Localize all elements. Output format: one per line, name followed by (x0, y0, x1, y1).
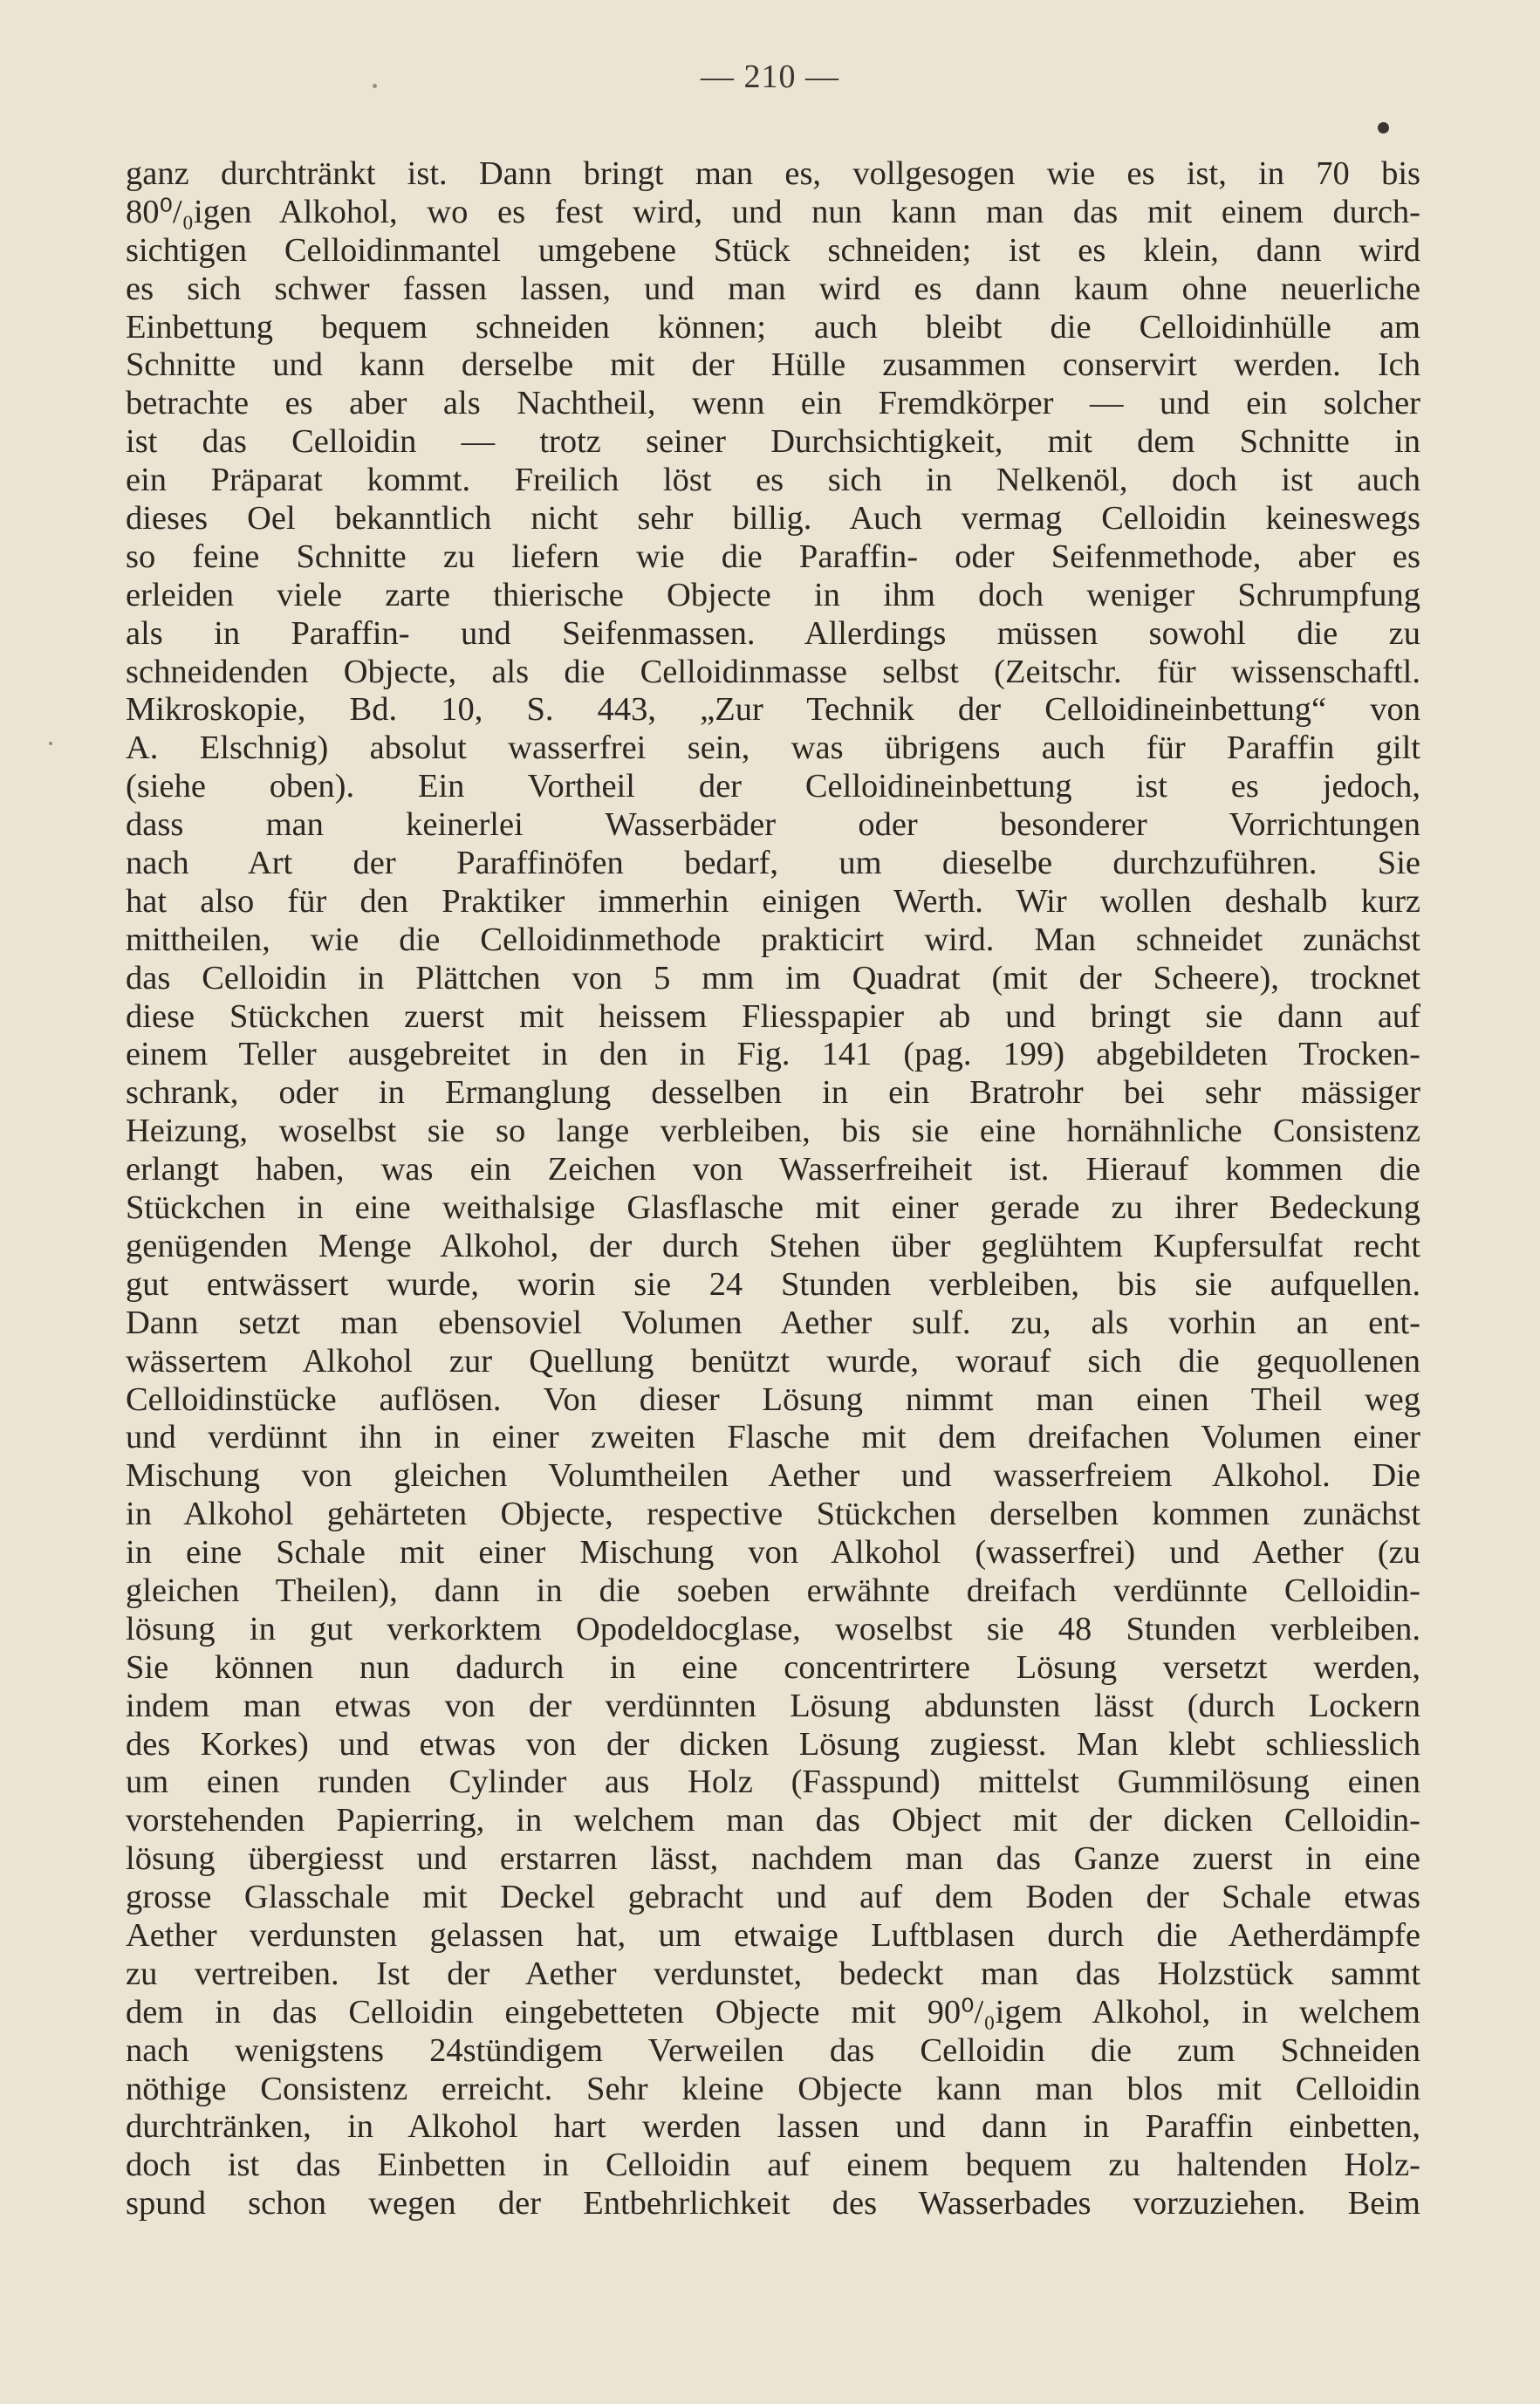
text-line: es sich schwer fassen lassen, und man wird es dann kaum ohne neuerliche (126, 270, 1420, 307)
text-line: in eine Schale mit einer Mischung von Alkohol (wasserfrei) und Aether (zu (126, 1534, 1420, 1572)
text-line: mittheilen, wie die Celloidinmethode prakticirt wird. Man schneidet zunächst (126, 921, 1420, 958)
text-line: diese Stückchen zuerst mit heissem Fliesspapier ab und bringt sie dann auf (126, 997, 1420, 1035)
text-line: nach Art der Paraffinöfen bedarf, um dieselbe durchzuführen. Sie (126, 845, 1420, 882)
text-line: spund schon wegen der Entbehrlichkeit des Wasserbades vorzuziehen. Beim (126, 2185, 1420, 2223)
page-number: — 210 — (701, 58, 839, 95)
text-line: A. Elschnig) absolut wasserfrei sein, was übrigens auch für Paraffin gilt (126, 729, 1420, 767)
text-line: sichtigen Celloidinmantel umgebene Stück schneiden; ist es klein, dann wird (126, 231, 1420, 269)
text-line: und verdünnt ihn in einer zweiten Flasche mit dem dreifachen Volumen einer (126, 1419, 1420, 1456)
text-line: Mischung von gleichen Volumtheilen Aether und wasserfreiem Alkohol. Die (126, 1457, 1420, 1495)
text-line: das Celloidin in Plättchen von 5 mm im Quadrat (mit der Scheere), trocknet (126, 959, 1420, 997)
text-line: genügenden Menge Alkohol, der durch Stehen über geglühtem Kupfersulfat recht (126, 1227, 1420, 1264)
body-text (126, 155, 1420, 2223)
text-line: durchtränken, in Alkohol hart werden lassen und dann in Paraffin einbetten, (126, 2108, 1420, 2146)
text-line: Celloidinstücke auflösen. Von dieser Lösung nimmt man einen Theil weg (126, 1380, 1420, 1418)
text-line: des Korkes) und etwas von der dicken Lösung zugiesst. Man klebt schliesslich (126, 1725, 1420, 1763)
text-line: Sie können nun dadurch in eine concentrirtere Lösung versetzt werden, (126, 1648, 1420, 1686)
text-line: Aether verdunsten gelassen hat, um etwaige Luftblasen durch die Aetherdämpfe (126, 1916, 1420, 1954)
text-line: ein Präparat kommt. Freilich löst es sich in Nelkenöl, doch ist auch (126, 462, 1420, 499)
ink-spot (373, 84, 377, 88)
text-line: 80⁰/₀igen Alkohol, wo es fest wird, und nun kann man das mit einem durch- (126, 193, 1420, 230)
text-line: ganz durchtränkt ist. Dann bringt man es, vollgesogen wie es ist, in 70 bis (126, 155, 1420, 192)
text-line: erlangt haben, was ein Zeichen von Wasserfreiheit ist. Hierauf kommen die (126, 1151, 1420, 1188)
text-line: in Alkohol gehärteten Objecte, respective Stückchen derselben kommen zunächst (126, 1496, 1420, 1533)
text-line: vorstehenden Papierring, in welchem man das Object mit der dicken Celloidin- (126, 1802, 1420, 1839)
text-line: gleichen Theilen), dann in die soeben erwähnte dreifach verdünnte Celloidin- (126, 1572, 1420, 1609)
text-line: betrachte es aber als Nachtheil, wenn ein Fremdkörper — und ein solcher (126, 385, 1420, 422)
text-line: Mikroskopie, Bd. 10, S. 443, „Zur Technik der Celloidineinbettung“ von (126, 691, 1420, 729)
text-line: lösung übergiesst und erstarren lässt, nachdem man das Ganze zuerst in eine (126, 1840, 1420, 1878)
text-line: (siehe oben). Ein Vortheil der Celloidineinbettung ist es jedoch, (126, 768, 1420, 805)
text-line: grosse Glasschale mit Deckel gebracht und auf dem Boden der Schale etwas (126, 1879, 1420, 1916)
text-line: Dann setzt man ebensoviel Volumen Aether sulf. zu, als vorhin an ent- (126, 1304, 1420, 1341)
text-line: gut entwässert wurde, worin sie 24 Stunden verbleiben, bis sie aufquellen. (126, 1265, 1420, 1303)
text-line: nöthige Consistenz erreicht. Sehr kleine Objecte kann man blos mit Celloidin (126, 2070, 1420, 2107)
text-line: erleiden viele zarte thierische Objecte in ihm doch weniger Schrumpfung (126, 576, 1420, 613)
text-line: hat also für den Praktiker immerhin einigen Werth. Wir wollen deshalb kurz (126, 882, 1420, 920)
ink-spot (1378, 122, 1389, 134)
text-line: Heizung, woselbst sie so lange verbleiben, bis sie eine hornähnliche Consistenz (126, 1113, 1420, 1150)
text-line: einem Teller ausgebreitet in den in Fig. 141 (pag. 199) abgebildeten Trocken- (126, 1036, 1420, 1073)
text-line: Einbettung bequem schneiden können; auch bleibt die Celloidinhülle am (126, 308, 1420, 346)
text-line: dass man keinerlei Wasserbäder oder besonderer Vorrichtungen (126, 806, 1420, 844)
text-line: ist das Celloidin — trotz seiner Durchsichtigkeit, mit dem Schnitte in (126, 423, 1420, 461)
text-line: schneidenden Objecte, als die Celloidinmasse selbst (Zeitschr. für wissenschaftl. (126, 653, 1420, 690)
text-line: indem man etwas von der verdünnten Lösung abdunsten lässt (durch Lockern (126, 1687, 1420, 1724)
text-line: doch ist das Einbetten in Celloidin auf einem bequem zu haltenden Holz- (126, 2147, 1420, 2184)
text-line: Stückchen in eine weithalsige Glasflasche mit einer gerade zu ihrer Bedeckung (126, 1189, 1420, 1227)
text-line: dem in das Celloidin eingebetteten Objecte mit 90⁰/₀igem Alkohol, in welchem (126, 1993, 1420, 2031)
text-line: dieses Oel bekanntlich nicht sehr billig. Auch vermag Celloidin keineswegs (126, 500, 1420, 538)
text-line: Schnitte und kann derselbe mit der Hülle zusammen conservirt werden. Ich (126, 346, 1420, 384)
text-line: schrank, oder in Ermanglung desselben in ein Bratrohr bei sehr mässiger (126, 1074, 1420, 1112)
ink-spot (49, 742, 52, 745)
text-line: lösung in gut verkorktem Opodeldocglase, woselbst sie 48 Stunden verbleiben. (126, 1610, 1420, 1647)
text-line: um einen runden Cylinder aus Holz (Fasspund) mittelst Gummilösung einen (126, 1764, 1420, 1801)
text-line: als in Paraffin- und Seifenmassen. Allerdings müssen sowohl die zu (126, 614, 1420, 652)
text-line: nach wenigstens 24stündigem Verweilen das Celloidin die zum Schneiden (126, 2031, 1420, 2069)
text-line: wässertem Alkohol zur Quellung benützt wurde, worauf sich die gequollenen (126, 1342, 1420, 1380)
text-line: zu vertreiben. Ist der Aether verdunstet, bedeckt man das Holzstück sammt (126, 1955, 1420, 1992)
text-line: so feine Schnitte zu liefern wie die Paraffin- oder Seifenmethode, aber es (126, 538, 1420, 575)
